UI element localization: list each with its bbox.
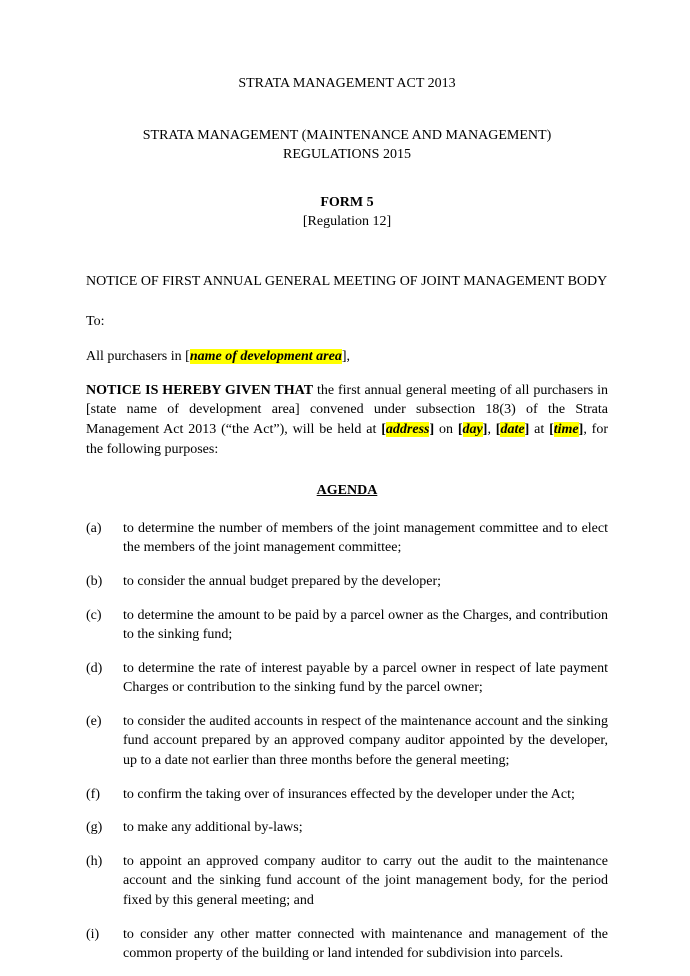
agenda-item-g: [86, 818, 608, 838]
address-bracket-close: ]: [429, 421, 435, 437]
agenda-item-text: to determine the rate of interest payable by a parcel owner in respect of late payment Charges or contribution to the sinking fund by the parcel owner;: [123, 660, 608, 696]
date-bracket-open: [: [495, 421, 501, 437]
notice-body-paragraph: [86, 381, 608, 459]
agenda-item-label: (h): [86, 853, 103, 869]
notice-segment-end: , for the following purposes:: [86, 421, 608, 457]
date-bracket-close: ]: [524, 421, 530, 437]
form-block: [86, 193, 608, 232]
regulations-title-line2: REGULATIONS 2015: [283, 147, 411, 163]
agenda-item-label: (d): [86, 660, 103, 676]
agenda-item-b: [86, 572, 608, 592]
development-area-placeholder: name of development area: [189, 349, 342, 365]
form-number: FORM 5: [320, 194, 374, 210]
agenda-item-text: to confirm the taking over of insurances effected by the developer under the Act;: [123, 786, 575, 802]
agenda-item-a: [86, 519, 608, 558]
date-placeholder: date: [500, 421, 525, 437]
agenda-item-text: to determine the amount to be paid by a parcel owner as the Charges, and contribution to the sinking fund;: [123, 607, 608, 643]
agenda-item-text: to appoint an approved company auditor to carry out the audit to the maintenance account and the sinking fund account of the joint management body, for the period fixed by this general meeting; and: [123, 853, 608, 909]
agenda-item-text: to determine the number of members of the joint management committee and to elect the members of the joint management committee;: [123, 520, 608, 556]
regulations-title-line1: STRATA MANAGEMENT (MAINTENANCE AND MANAGEMENT): [142, 127, 552, 143]
day-placeholder: day: [462, 421, 483, 437]
agenda-item-text: to consider the audited accounts in respect of the maintenance account and the sinking fund account prepared by an approved company auditor appointed by the developer, up to a date not earlier than three months before the general meeting;: [123, 713, 608, 769]
time-bracket-open: [: [549, 421, 554, 437]
agenda-item-e: [86, 712, 608, 771]
agenda-item-d: [86, 659, 608, 698]
agenda-item-c: [86, 606, 608, 645]
agenda-list: [86, 519, 608, 964]
agenda-item-label: (e): [86, 713, 102, 729]
addressee-suffix: ],: [341, 349, 351, 365]
agenda-item-label: (c): [86, 607, 102, 623]
regulation-reference: [Regulation 12]: [302, 214, 392, 230]
agenda-item-label: (b): [86, 573, 103, 589]
agenda-item-h: [86, 852, 608, 911]
notice-segment-on: on: [434, 421, 458, 437]
notice-segment-comma: ,: [487, 421, 496, 437]
agenda-item-label: (a): [86, 520, 102, 536]
agenda-item-text: to make any additional by-laws;: [123, 820, 303, 836]
time-bracket-close: ]: [578, 421, 584, 437]
notice-segment-1: the first annual general meeting of all purchasers in [state name of development area] convened under subsection 18(3) of the Strata Management Act 2013 (“the Act”), will be held at: [86, 382, 609, 437]
day-bracket-open: [: [457, 421, 463, 437]
agenda-item-label: (f): [86, 786, 100, 802]
agenda-item-text: to consider any other matter connected with maintenance and management of the common property of the building or land intended for subdivision into parcels.: [123, 926, 608, 962]
notice-heading: NOTICE OF FIRST ANNUAL GENERAL MEETING OF JOINT MANAGEMENT BODY: [86, 273, 608, 289]
address-bracket-open: [: [381, 421, 386, 437]
agenda-item-label: (g): [86, 820, 103, 836]
addressee-prefix: All purchasers in [: [86, 349, 190, 365]
notice-bold-lead: NOTICE IS HEREBY GIVEN THAT: [86, 382, 314, 398]
to-label: To:: [86, 313, 105, 329]
agenda-item-text: to consider the annual budget prepared by the developer;: [123, 573, 441, 589]
addressee-line: [86, 347, 608, 367]
agenda-item-label: (i): [86, 926, 100, 942]
regulations-title: [86, 126, 608, 165]
notice-segment-at: at: [529, 421, 550, 437]
address-placeholder: address: [385, 421, 430, 437]
act-title: STRATA MANAGEMENT ACT 2013: [238, 76, 456, 91]
day-bracket-close: ]: [482, 421, 488, 437]
agenda-item-i: [86, 925, 608, 964]
agenda-heading: AGENDA: [316, 483, 378, 499]
agenda-item-f: [86, 785, 608, 805]
time-placeholder: time: [553, 421, 579, 437]
